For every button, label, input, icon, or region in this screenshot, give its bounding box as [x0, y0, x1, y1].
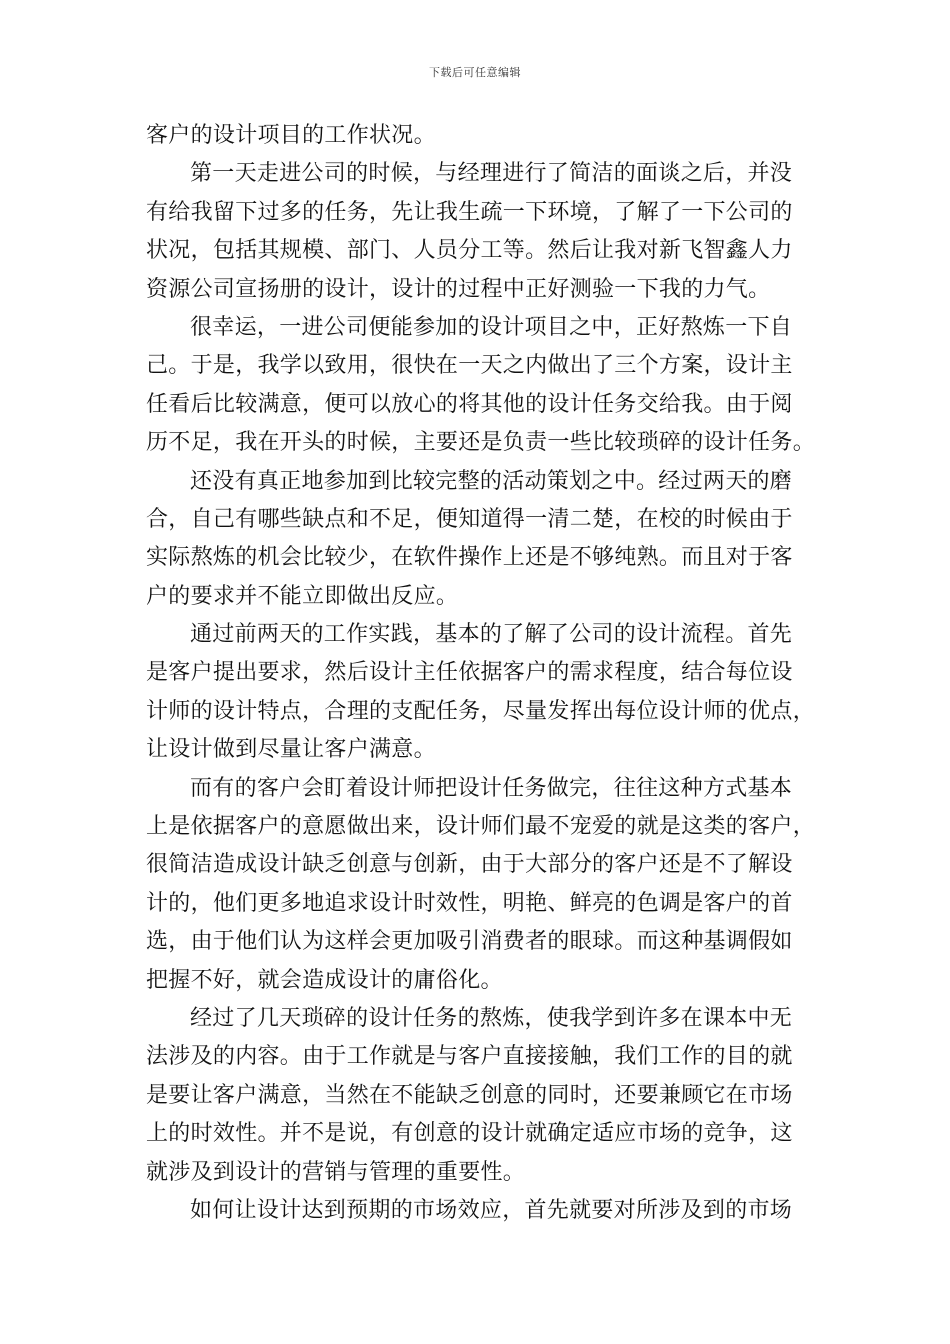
text-line: 而有的客户会盯着设计师把设计任务做完，往往这种方式基本 — [190, 775, 793, 801]
text-line: 户的要求并不能立即做出反应。 — [146, 583, 459, 609]
text-line: 有给我留下过多的任务，先让我生疏一下环境，了解了一下公司的 — [146, 199, 793, 225]
text-line: 历不足，我在开头的时候，主要还是负责一些比较琐碎的设计任务。 — [146, 430, 816, 456]
text-line: 把握不好，就会造成设计的庸俗化。 — [146, 967, 503, 993]
text-line: 如何让设计达到预期的市场效应，首先就要对所涉及到的市场 — [190, 1197, 793, 1223]
text-line: 是客户提出要求，然后设计主任依据客户的需求程度，结合每位设 — [146, 660, 793, 686]
text-line: 计师的设计特点，合理的支配任务，尽量发挥出每位设计师的优点， — [146, 698, 816, 724]
document-body — [146, 117, 816, 1230]
text-line: 很幸运，一进公司便能参加的设计项目之中，正好熬炼一下自 — [190, 314, 793, 340]
text-line: 上是依据客户的意愿做出来，设计师们最不宠爱的就是这类的客户， — [146, 814, 816, 840]
text-line: 合，自己有哪些缺点和不足，便知道得一清二楚，在校的时候由于 — [146, 506, 793, 532]
text-line: 第一天走进公司的时候，与经理进行了简洁的面谈之后，并没 — [190, 161, 793, 187]
text-line: 是要让客户满意，当然在不能缺乏创意的同时，还要兼顾它在市场 — [146, 1082, 793, 1108]
text-line: 法涉及的内容。由于工作就是与客户直接接触，我们工作的目的就 — [146, 1044, 793, 1070]
text-line: 通过前两天的工作实践，基本的了解了公司的设计流程。首先 — [190, 622, 793, 648]
text-line: 还没有真正地参加到比较完整的活动策划之中。经过两天的磨 — [190, 468, 793, 494]
text-line: 状况，包括其规模、部门、人员分工等。然后让我对新飞智鑫人力 — [146, 238, 793, 264]
page-header: 下载后可任意编辑 — [429, 66, 521, 79]
text-line: 己。于是，我学以致用，很快在一天之内做出了三个方案，设计主 — [146, 353, 793, 379]
text-line: 就涉及到设计的营销与管理的重要性。 — [146, 1159, 526, 1185]
text-line: 资源公司宣扬册的设计，设计的过程中正好测验一下我的力气。 — [146, 276, 771, 302]
text-line: 经过了几天琐碎的设计任务的熬炼，使我学到许多在课本中无 — [190, 1005, 793, 1031]
text-line: 计的，他们更多地追求设计时效性，明艳、鲜亮的色调是客户的首 — [146, 890, 793, 916]
text-line: 很简洁造成设计缺乏创意与创新，由于大部分的客户还是不了解设 — [146, 852, 793, 878]
text-line: 客户的设计项目的工作状况。 — [146, 123, 436, 148]
text-line: 任看后比较满意，便可以放心的将其他的设计任务交给我。由于阅 — [146, 391, 793, 417]
text-line: 让设计做到尽量让客户满意。 — [146, 737, 436, 763]
text-line: 实际熬炼的机会比较少，在软件操作上还是不够纯熟。而且对于客 — [146, 545, 793, 571]
text-line: 上的时效性。并不是说，有创意的设计就确定适应市场的竞争，这 — [146, 1121, 793, 1147]
text-line: 选，由于他们认为这样会更加吸引消费者的眼球。而这种基调假如 — [146, 929, 793, 955]
